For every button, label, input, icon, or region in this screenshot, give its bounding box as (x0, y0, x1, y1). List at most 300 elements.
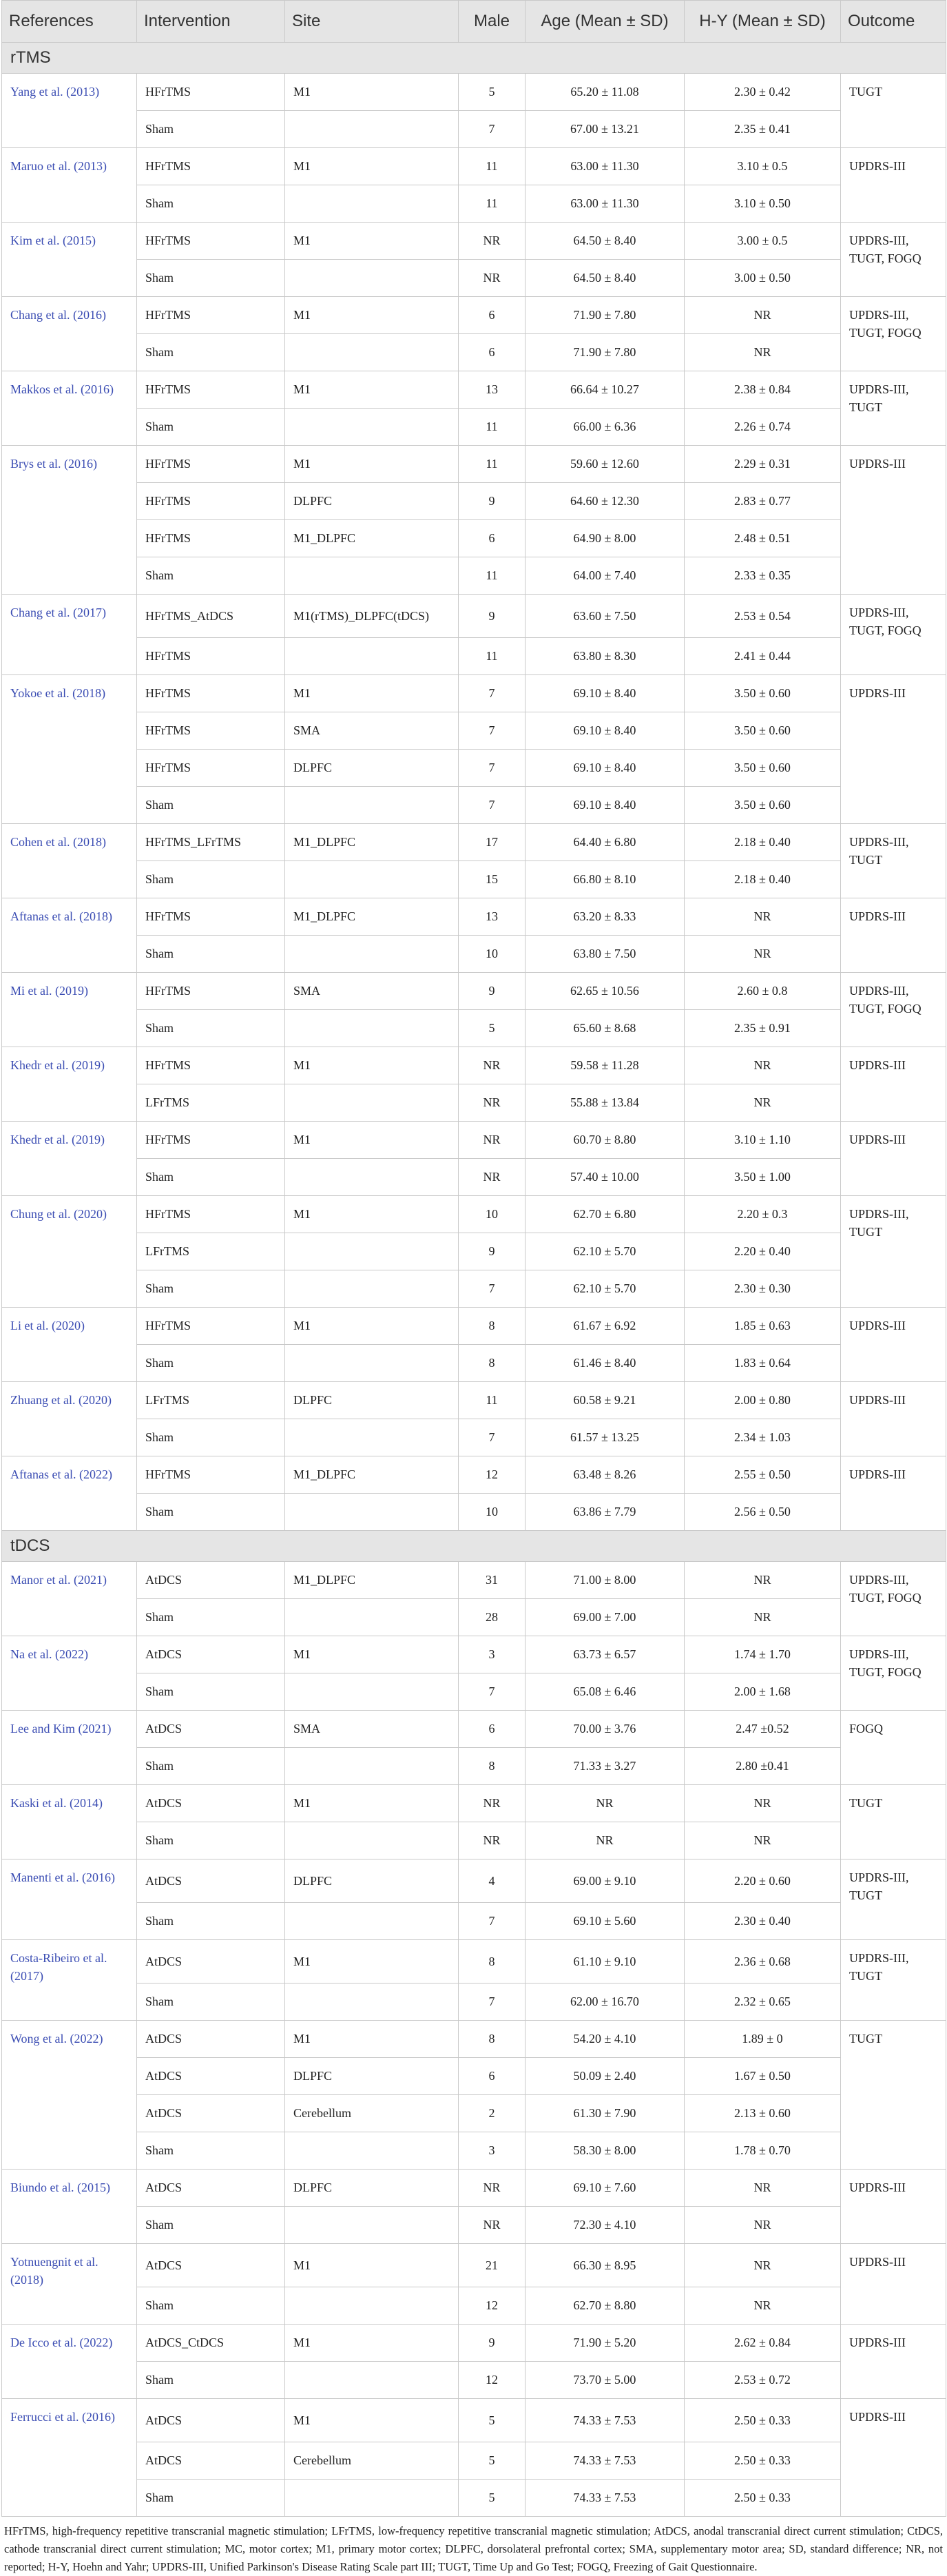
age-cell: 63.00 ± 11.30 (525, 185, 685, 223)
site-cell: SMA (285, 712, 459, 750)
table-row (2, 2362, 946, 2399)
intervention-cell: HFrTMS (137, 1456, 285, 1494)
table-row (2, 787, 946, 824)
table-row (2, 111, 946, 148)
outcome-cell: UPDRS-III, TUGT, FOGQ (841, 1562, 946, 1636)
intervention-cell: HFrTMS (137, 1122, 285, 1159)
age-cell: 63.20 ± 8.33 (525, 898, 685, 936)
table-row (2, 1562, 946, 1599)
age-cell: 66.30 ± 8.95 (525, 2244, 685, 2287)
site-cell: DLPFC (285, 483, 459, 520)
intervention-cell: Sham (137, 260, 285, 297)
male-cell: 11 (459, 638, 525, 675)
intervention-cell: Sham (137, 1599, 285, 1636)
intervention-cell: Sham (137, 1748, 285, 1785)
reference-link[interactable]: Khedr et al. (2019) (2, 1122, 137, 1196)
table-row (2, 638, 946, 675)
age-cell: 63.86 ± 7.79 (525, 1494, 685, 1531)
table-row (2, 483, 946, 520)
site-cell (285, 1748, 459, 1785)
male-cell: 8 (459, 1748, 525, 1785)
male-cell: 11 (459, 148, 525, 185)
site-cell (285, 409, 459, 446)
outcome-cell: UPDRS-III (841, 1382, 946, 1456)
age-cell: 65.20 ± 11.08 (525, 74, 685, 111)
male-cell: 6 (459, 297, 525, 334)
reference-link[interactable]: Chung et al. (2020) (2, 1196, 137, 1308)
reference-link[interactable]: Kaski et al. (2014) (2, 1785, 137, 1859)
site-cell (285, 638, 459, 675)
reference-link[interactable]: Khedr et al. (2019) (2, 1047, 137, 1122)
intervention-cell: Sham (137, 1903, 285, 1940)
age-cell: 66.00 ± 6.36 (525, 409, 685, 446)
intervention-cell: Sham (137, 936, 285, 973)
age-cell: 61.46 ± 8.40 (525, 1345, 685, 1382)
age-cell: 66.80 ± 8.10 (525, 861, 685, 898)
site-cell (285, 2287, 459, 2325)
male-cell: NR (459, 1822, 525, 1859)
hy-cell: 1.67 ± 0.50 (685, 2058, 841, 2095)
reference-link[interactable]: Aftanas et al. (2018) (2, 898, 137, 973)
study-table (1, 0, 946, 2517)
table-row (2, 409, 946, 446)
male-cell: 6 (459, 2058, 525, 2095)
intervention-cell: Sham (137, 334, 285, 371)
table-row (2, 260, 946, 297)
hy-cell: 2.47 ±0.52 (685, 1711, 841, 1748)
col-header-male: Male (459, 1, 525, 43)
intervention-cell: Sham (137, 185, 285, 223)
col-header-age: Age (Mean ± SD) (525, 1, 685, 43)
male-cell: 12 (459, 2362, 525, 2399)
age-cell: 62.70 ± 8.80 (525, 2287, 685, 2325)
site-cell (285, 111, 459, 148)
hy-cell: 2.36 ± 0.68 (685, 1940, 841, 1983)
male-cell: 15 (459, 861, 525, 898)
table-row (2, 1983, 946, 2021)
table-row (2, 223, 946, 260)
site-cell: M1 (285, 371, 459, 409)
outcome-cell: UPDRS-III, TUGT, FOGQ (841, 595, 946, 675)
table-row (2, 185, 946, 223)
male-cell: NR (459, 1084, 525, 1122)
intervention-cell: HFrTMS (137, 712, 285, 750)
age-cell: 73.70 ± 5.00 (525, 2362, 685, 2399)
male-cell: 8 (459, 1345, 525, 1382)
age-cell: 74.33 ± 7.53 (525, 2399, 685, 2442)
outcome-cell: UPDRS-III (841, 2325, 946, 2399)
site-cell: M1 (285, 675, 459, 712)
col-header-site: Site (285, 1, 459, 43)
table-row (2, 446, 946, 483)
intervention-cell: Sham (137, 1159, 285, 1196)
table-row (2, 2325, 946, 2362)
age-cell: 57.40 ± 10.00 (525, 1159, 685, 1196)
outcome-cell: TUGT (841, 1785, 946, 1859)
site-cell: SMA (285, 1711, 459, 1748)
table-row (2, 861, 946, 898)
intervention-cell: AtDCS (137, 2095, 285, 2132)
section-header-row (2, 43, 946, 74)
hy-cell: 2.83 ± 0.77 (685, 483, 841, 520)
section-title: rTMS (2, 43, 946, 74)
site-cell: M1 (285, 1196, 459, 1233)
site-cell: M1 (285, 148, 459, 185)
table-row (2, 1859, 946, 1903)
table-row (2, 595, 946, 638)
intervention-cell: HFrTMS_LFrTMS (137, 824, 285, 861)
outcome-cell: FOGQ (841, 1711, 946, 1785)
intervention-cell: AtDCS (137, 2399, 285, 2442)
hy-cell: NR (685, 898, 841, 936)
male-cell: 11 (459, 185, 525, 223)
male-cell: 2 (459, 2095, 525, 2132)
male-cell: 7 (459, 1419, 525, 1456)
age-cell: 69.10 ± 5.60 (525, 1903, 685, 1940)
table-row (2, 1822, 946, 1859)
age-cell: 71.33 ± 3.27 (525, 1748, 685, 1785)
male-cell: 11 (459, 1382, 525, 1419)
hy-cell: 3.50 ± 0.60 (685, 750, 841, 787)
outcome-cell: UPDRS-III (841, 1308, 946, 1382)
male-cell: 7 (459, 1983, 525, 2021)
reference-link[interactable]: Manenti et al. (2016) (2, 1859, 137, 1940)
male-cell: 5 (459, 1010, 525, 1047)
outcome-cell: UPDRS-III (841, 446, 946, 595)
male-cell: 9 (459, 1233, 525, 1270)
age-cell: 61.57 ± 13.25 (525, 1419, 685, 1456)
male-cell: 6 (459, 1711, 525, 1748)
intervention-cell: LFrTMS (137, 1084, 285, 1122)
hy-cell: 2.18 ± 0.40 (685, 861, 841, 898)
intervention-cell: Sham (137, 2362, 285, 2399)
hy-cell: 2.13 ± 0.60 (685, 2095, 841, 2132)
table-row (2, 1785, 946, 1822)
age-cell: 70.00 ± 3.76 (525, 1711, 685, 1748)
table-row (2, 1010, 946, 1047)
outcome-cell: UPDRS-III, TUGT (841, 1196, 946, 1308)
table-row (2, 1122, 946, 1159)
male-cell: 8 (459, 1940, 525, 1983)
hy-cell: 2.32 ± 0.65 (685, 1983, 841, 2021)
table-row (2, 1711, 946, 1748)
hy-cell: 2.30 ± 0.30 (685, 1270, 841, 1308)
intervention-cell: Sham (137, 409, 285, 446)
site-cell: M1 (285, 297, 459, 334)
hy-cell: 2.33 ± 0.35 (685, 557, 841, 595)
site-cell: M1 (285, 1047, 459, 1084)
outcome-cell: UPDRS-III (841, 1456, 946, 1531)
intervention-cell: AtDCS (137, 1859, 285, 1903)
reference-link[interactable]: Na et al. (2022) (2, 1636, 137, 1711)
table-row (2, 2399, 946, 2442)
hy-cell: NR (685, 2207, 841, 2244)
age-cell: 62.10 ± 5.70 (525, 1270, 685, 1308)
male-cell: 12 (459, 1456, 525, 1494)
site-cell (285, 260, 459, 297)
site-cell: SMA (285, 973, 459, 1010)
site-cell (285, 2132, 459, 2170)
site-cell: M1_DLPFC (285, 898, 459, 936)
male-cell: 7 (459, 787, 525, 824)
intervention-cell: Sham (137, 787, 285, 824)
male-cell: 28 (459, 1599, 525, 1636)
male-cell: 8 (459, 1308, 525, 1345)
intervention-cell: Sham (137, 1345, 285, 1382)
hy-cell: 1.74 ± 1.70 (685, 1636, 841, 1673)
site-cell: M1 (285, 2399, 459, 2442)
reference-link[interactable]: Ferrucci et al. (2016) (2, 2399, 137, 2517)
hy-cell: NR (685, 2170, 841, 2207)
table-row (2, 675, 946, 712)
intervention-cell: HFrTMS (137, 638, 285, 675)
hy-cell: 2.34 ± 1.03 (685, 1419, 841, 1456)
reference-link[interactable]: Lee and Kim (2021) (2, 1711, 137, 1785)
hy-cell: 2.18 ± 0.40 (685, 824, 841, 861)
table-row (2, 1599, 946, 1636)
site-cell: DLPFC (285, 2058, 459, 2095)
age-cell: 61.30 ± 7.90 (525, 2095, 685, 2132)
male-cell: 7 (459, 712, 525, 750)
reference-link[interactable]: Yotnuengnit et al. (2018) (2, 2244, 137, 2325)
intervention-cell: HFrTMS_AtDCS (137, 595, 285, 638)
age-cell: 62.00 ± 16.70 (525, 1983, 685, 2021)
intervention-cell: LFrTMS (137, 1233, 285, 1270)
table-row (2, 973, 946, 1010)
outcome-cell: UPDRS-III (841, 2399, 946, 2517)
age-cell: 69.00 ± 9.10 (525, 1859, 685, 1903)
table-row (2, 712, 946, 750)
male-cell: NR (459, 2170, 525, 2207)
male-cell: 9 (459, 2325, 525, 2362)
male-cell: 10 (459, 1494, 525, 1531)
table-row (2, 1233, 946, 1270)
site-cell: M1 (285, 223, 459, 260)
intervention-cell: AtDCS_CtDCS (137, 2325, 285, 2362)
site-cell: M1 (285, 2325, 459, 2362)
table-row (2, 898, 946, 936)
reference-link[interactable]: De Icco et al. (2022) (2, 2325, 137, 2399)
outcome-cell: TUGT (841, 2021, 946, 2170)
reference-link[interactable]: Aftanas et al. (2022) (2, 1456, 137, 1531)
age-cell: NR (525, 1822, 685, 1859)
site-cell: M1_DLPFC (285, 520, 459, 557)
age-cell: 62.70 ± 6.80 (525, 1196, 685, 1233)
outcome-cell: UPDRS-III (841, 898, 946, 973)
hy-cell: 2.20 ± 0.60 (685, 1859, 841, 1903)
table-row (2, 371, 946, 409)
hy-cell: 3.00 ± 0.50 (685, 260, 841, 297)
intervention-cell: AtDCS (137, 2021, 285, 2058)
outcome-cell: UPDRS-III, TUGT, FOGQ (841, 223, 946, 297)
hy-cell: 2.50 ± 0.33 (685, 2480, 841, 2517)
age-cell: 55.88 ± 13.84 (525, 1084, 685, 1122)
reference-link[interactable]: Li et al. (2020) (2, 1308, 137, 1382)
hy-cell: 2.50 ± 0.33 (685, 2442, 841, 2480)
col-header-intervention: Intervention (137, 1, 285, 43)
table-row (2, 1494, 946, 1531)
age-cell: 59.60 ± 12.60 (525, 446, 685, 483)
table-row (2, 1308, 946, 1345)
col-header-outcome: Outcome (841, 1, 946, 43)
reference-link[interactable]: Mi et al. (2019) (2, 973, 137, 1047)
male-cell: NR (459, 1159, 525, 1196)
intervention-cell: HFrTMS (137, 446, 285, 483)
outcome-cell: UPDRS-III (841, 1122, 946, 1196)
table-header (2, 1, 946, 43)
intervention-cell: AtDCS (137, 2170, 285, 2207)
outcome-cell: UPDRS-III (841, 2244, 946, 2325)
male-cell: 31 (459, 1562, 525, 1599)
intervention-cell: HFrTMS (137, 148, 285, 185)
male-cell: 9 (459, 973, 525, 1010)
table-row (2, 2244, 946, 2287)
age-cell: 58.30 ± 8.00 (525, 2132, 685, 2170)
hy-cell: 3.10 ± 0.50 (685, 185, 841, 223)
male-cell: 5 (459, 2399, 525, 2442)
table-footnote: HFrTMS, high-frequency repetitive transcranial magnetic stimulation; LFrTMS, low-frequency repetitive transcranial magnetic stimulation; AtDCS, anodal transcranial direct current stimulation; CtDCS, cathode transcranial direct current stimulation; MC, motor cortex; M1, primary motor cortex; DLPFC, dorsolateral prefrontal cortex; SMA, supplementary motor area; SD, standard difference; NR, not reported; H-Y, Hoehn and Yahr; UPDRS-III, Unified Parkinson's Disease Rating Scale part III; TUGT, Time Up and Go Test; FOGQ, Freezing of Gait Questionnaire. (4, 2524, 943, 2573)
intervention-cell: Sham (137, 557, 285, 595)
male-cell: 6 (459, 520, 525, 557)
male-cell: 13 (459, 898, 525, 936)
site-cell (285, 1673, 459, 1711)
site-cell: DLPFC (285, 1382, 459, 1419)
male-cell: NR (459, 1122, 525, 1159)
male-cell: 7 (459, 1673, 525, 1711)
hy-cell: 3.50 ± 0.60 (685, 712, 841, 750)
reference-link[interactable]: Costa-Ribeiro et al. (2017) (2, 1940, 137, 2021)
hy-cell: NR (685, 1822, 841, 1859)
table-row (2, 1636, 946, 1673)
hy-cell: 3.00 ± 0.5 (685, 223, 841, 260)
outcome-cell: UPDRS-III (841, 1047, 946, 1122)
reference-link[interactable]: Biundo et al. (2015) (2, 2170, 137, 2244)
reference-link[interactable]: Zhuang et al. (2020) (2, 1382, 137, 1456)
outcome-cell: UPDRS-III, TUGT (841, 1940, 946, 2021)
site-cell: M1 (285, 1122, 459, 1159)
age-cell: 64.50 ± 8.40 (525, 260, 685, 297)
hy-cell: 2.35 ± 0.91 (685, 1010, 841, 1047)
hy-cell: 2.30 ± 0.42 (685, 74, 841, 111)
reference-link[interactable]: Brys et al. (2016) (2, 446, 137, 595)
intervention-cell: AtDCS (137, 1940, 285, 1983)
site-cell: M1_DLPFC (285, 1456, 459, 1494)
table-row (2, 1419, 946, 1456)
intervention-cell: HFrTMS (137, 898, 285, 936)
hy-cell: 2.38 ± 0.84 (685, 371, 841, 409)
intervention-cell: Sham (137, 1419, 285, 1456)
male-cell: 13 (459, 371, 525, 409)
intervention-cell: AtDCS (137, 1711, 285, 1748)
hy-cell: NR (685, 334, 841, 371)
intervention-cell: Sham (137, 1983, 285, 2021)
male-cell: 8 (459, 2021, 525, 2058)
male-cell: 11 (459, 446, 525, 483)
age-cell: 66.64 ± 10.27 (525, 371, 685, 409)
age-cell: 50.09 ± 2.40 (525, 2058, 685, 2095)
male-cell: 3 (459, 2132, 525, 2170)
intervention-cell: HFrTMS (137, 223, 285, 260)
site-cell (285, 2207, 459, 2244)
male-cell: 5 (459, 2480, 525, 2517)
site-cell (285, 557, 459, 595)
site-cell (285, 1983, 459, 2021)
site-cell: M1 (285, 2021, 459, 2058)
intervention-cell: HFrTMS (137, 1196, 285, 1233)
male-cell: 7 (459, 1903, 525, 1940)
male-cell: 9 (459, 483, 525, 520)
outcome-cell: UPDRS-III, TUGT (841, 371, 946, 446)
age-cell: 63.48 ± 8.26 (525, 1456, 685, 1494)
site-cell: M1 (285, 1785, 459, 1822)
reference-link[interactable]: Manor et al. (2021) (2, 1562, 137, 1636)
hy-cell: 2.56 ± 0.50 (685, 1494, 841, 1531)
site-cell (285, 1494, 459, 1531)
table-row (2, 2058, 946, 2095)
site-cell: M1(rTMS)_DLPFC(tDCS) (285, 595, 459, 638)
hy-cell: 2.48 ± 0.51 (685, 520, 841, 557)
site-cell (285, 1345, 459, 1382)
intervention-cell: Sham (137, 1010, 285, 1047)
site-cell (285, 1903, 459, 1940)
table-row (2, 2442, 946, 2480)
reference-link[interactable]: Yang et al. (2013) (2, 74, 137, 148)
table-row (2, 1382, 946, 1419)
intervention-cell: HFrTMS (137, 520, 285, 557)
age-cell: 63.73 ± 6.57 (525, 1636, 685, 1673)
age-cell: 69.10 ± 8.40 (525, 787, 685, 824)
intervention-cell: Sham (137, 1822, 285, 1859)
site-cell: M1 (285, 1636, 459, 1673)
table-row (2, 1345, 946, 1382)
site-cell (285, 787, 459, 824)
reference-link[interactable]: Kim et al. (2015) (2, 223, 137, 297)
hy-cell: NR (685, 1562, 841, 1599)
reference-link[interactable]: Cohen et al. (2018) (2, 824, 137, 898)
age-cell: 69.10 ± 8.40 (525, 750, 685, 787)
reference-link[interactable]: Maruo et al. (2013) (2, 148, 137, 223)
age-cell: 71.90 ± 5.20 (525, 2325, 685, 2362)
male-cell: 9 (459, 595, 525, 638)
reference-link[interactable]: Yokoe et al. (2018) (2, 675, 137, 824)
site-cell: Cerebellum (285, 2442, 459, 2480)
reference-link[interactable]: Chang et al. (2017) (2, 595, 137, 675)
reference-link[interactable]: Makkos et al. (2016) (2, 371, 137, 446)
hy-cell: 1.83 ± 0.64 (685, 1345, 841, 1382)
table-body (2, 43, 946, 2517)
age-cell: 74.33 ± 7.53 (525, 2442, 685, 2480)
outcome-cell: UPDRS-III, TUGT, FOGQ (841, 297, 946, 371)
age-cell: 63.60 ± 7.50 (525, 595, 685, 638)
age-cell: 74.33 ± 7.53 (525, 2480, 685, 2517)
age-cell: 62.65 ± 10.56 (525, 973, 685, 1010)
col-header-references: References (2, 1, 137, 43)
male-cell: NR (459, 1785, 525, 1822)
hy-cell: 3.50 ± 0.60 (685, 787, 841, 824)
reference-link[interactable]: Chang et al. (2016) (2, 297, 137, 371)
table-row (2, 750, 946, 787)
outcome-cell: UPDRS-III (841, 148, 946, 223)
site-cell: Cerebellum (285, 2095, 459, 2132)
table-row (2, 148, 946, 185)
site-cell (285, 334, 459, 371)
reference-link[interactable]: Wong et al. (2022) (2, 2021, 137, 2170)
intervention-cell: HFrTMS (137, 973, 285, 1010)
site-cell: M1_DLPFC (285, 824, 459, 861)
hy-cell: 2.00 ± 0.80 (685, 1382, 841, 1419)
site-cell (285, 1233, 459, 1270)
intervention-cell: Sham (137, 2287, 285, 2325)
